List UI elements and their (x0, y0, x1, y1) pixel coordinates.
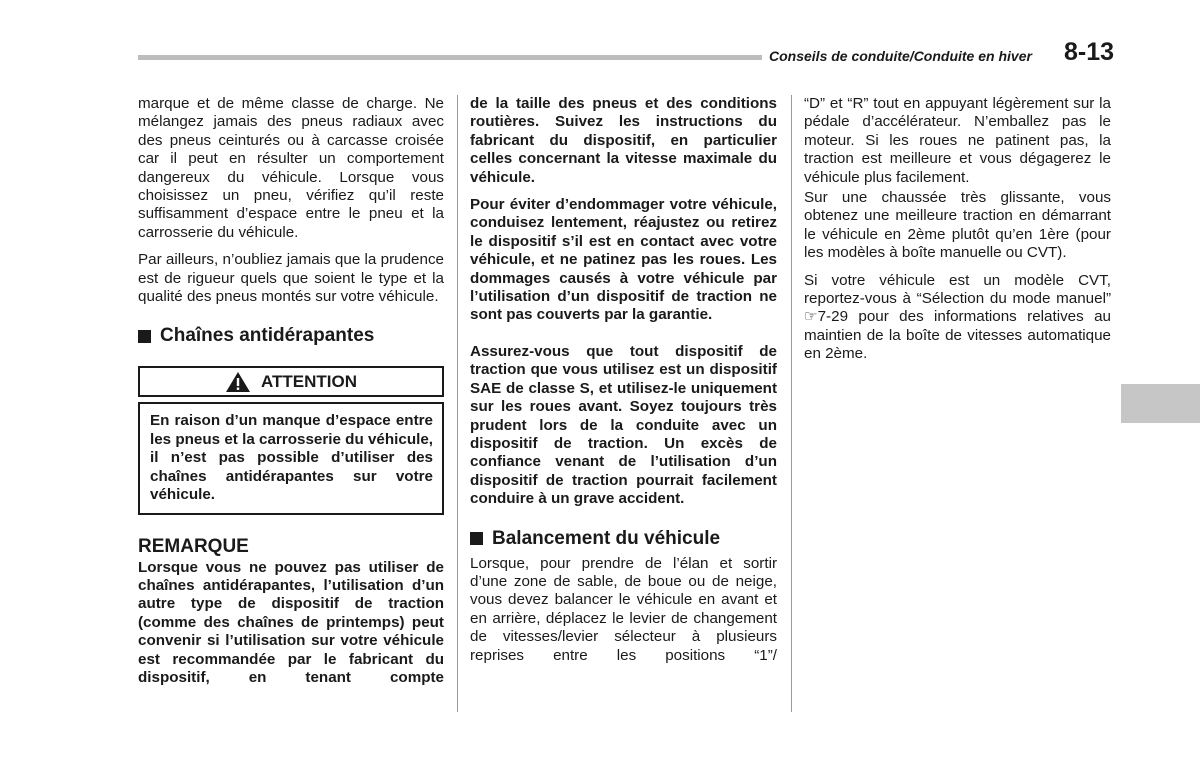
section-title: Chaînes antidérapantes (160, 325, 375, 347)
column-2 (470, 95, 777, 665)
remarque-title: REMARQUE (138, 535, 249, 557)
column-3 (804, 95, 1111, 364)
column-divider (791, 95, 792, 712)
section-heading-rocking (470, 527, 777, 551)
column-1 (138, 95, 444, 687)
section-heading-chains (138, 324, 444, 348)
remarque-text: Lorsque vous ne pouvez pas utiliser de chaînes antidérapantes, l’utilisation d’un autre type de dispositif de traction (comme des chaînes de printemps) peut convenir si l’utilisation sur votre véhicule est recommandée par le fabricant du dispositif, en tenant compte (138, 558, 444, 686)
attention-header (138, 366, 444, 397)
attention-text: En raison d’un manque d’espace entre les pneus et la carrosserie du véhicule, il n’est pas possible d’utiliser des chaînes antidérapantes sur votre véhicule. (138, 402, 444, 514)
paragraph: Assurez-vous que tout dispositif de traction que vous utilisez est un dispositif SAE de classe S, et utilisez-le uniquement sur les roues avant. Soyez toujours très prudent lors de la conduite avec un dispositif de traction. Un excès de confiance venant de l’utilisation d’un dispositif de traction pourrait facilement conduire à un grave accident. (470, 342, 777, 508)
paragraph: marque et de même classe de charge. Ne mélangez jamais des pneus radiaux avec des pneus ceinturés ou à carcasse croisée car il peut en résulter un comportement dangereux du véhicule. Lorsque vous choisissez un pneu, vérifiez qu’il reste suffisamment d’espace entre le pneu et la carrosserie du véhicule. (138, 95, 444, 241)
black-square-icon (138, 330, 151, 343)
chapter-tab (1121, 384, 1200, 423)
section-title: Balancement du véhicule (492, 527, 721, 549)
paragraph: “D” et “R” tout en appuyant légèrement sur la pédale d’accélérateur. N’emballez pas le moteur. Si les roues ne patinent pas, la traction est meilleure et vous dégagerez le véhicule plus facilement. (804, 95, 1111, 186)
paragraph: de la taille des pneus et des conditions routières. Suivez les instructions du fabricant du dispositif, en particulier celles concernant la vitesse maximale du véhicule. (470, 95, 777, 186)
header-title: Conseils de conduite/Conduite en hiver (769, 48, 1032, 64)
header-rule (138, 55, 762, 60)
paragraph: Lorsque, pour prendre de l’élan et sortir d’une zone de sable, de boue ou de neige, vous devez balancer le véhicule en avant et en arrière, déplacez le levier de changement de vitesses/levier sélecteur à plusieurs reprises entre les positions “1”/ (470, 554, 777, 664)
attention-label: ATTENTION (260, 371, 357, 391)
column-divider (457, 95, 458, 712)
paragraph: Si votre véhicule est un modèle CVT, reportez-vous à “Sélection du mode manuel” ☞7-29 pour des informations relatives au maintien de la boîte de vitesses automatique en 2ème. (804, 271, 1111, 363)
paragraph: Sur une chaussée très glissante, vous obtenez une meilleure traction en démarrant le véhicule en 2ème plutôt qu’en 1ère (pour les modèles à boîte manuelle ou CVT). (804, 189, 1111, 262)
black-square-icon (470, 532, 483, 545)
paragraph: Pour éviter d’endommager votre véhicule, conduisez lentement, réajustez ou retirez le dispositif s’il est en contact avec votre véhicule, et ne patinez pas les roues. Les dommages causés à votre véhicule par l’utilisation d’un dispositif de traction ne sont pas couverts par la garantie. (470, 196, 777, 324)
page-number: 8-13 (1064, 38, 1115, 66)
paragraph: Par ailleurs, n’oubliez jamais que la prudence est de rigueur quels que soient le type et la qualité des pneus montés sur votre véhicule. (138, 251, 444, 306)
warning-triangle-icon (225, 371, 251, 393)
